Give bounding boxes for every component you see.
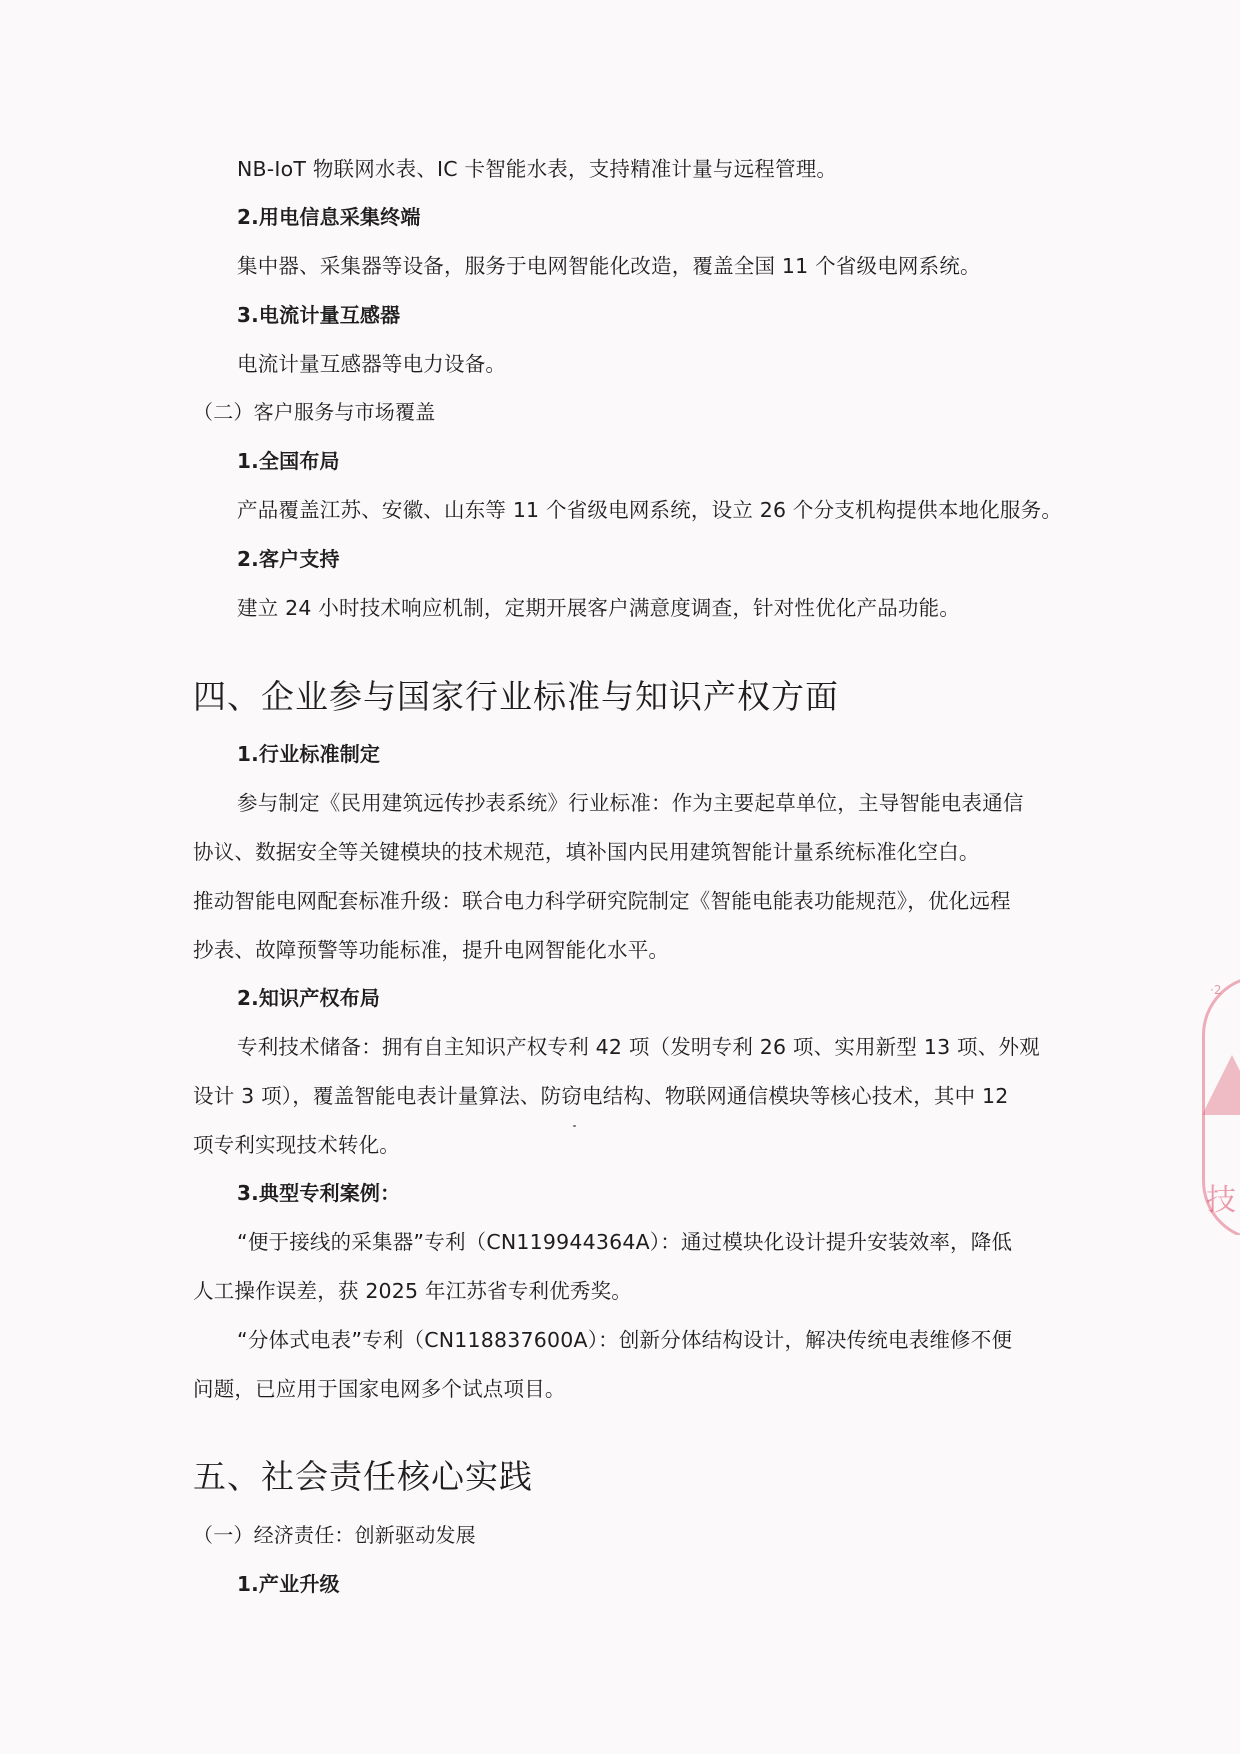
section-heading-standards-ip: 四、企业参与国家行业标准与知识产权方面 [193,677,839,716]
seal-small-text: ·2 [1210,983,1222,997]
standards-paragraph2-line1: 推动智能电网配套标准升级：联合电力科学研究院制定《智能电能表功能规范》，优化远程 [193,889,1011,913]
current-transformer-text: 电流计量互感器等电力设备。 [237,352,507,376]
subsection-title-customer-service: （二）客户服务与市场覆盖 [193,400,436,424]
standards-paragraph1-line1: 参与制定《民用建筑远传抄表系统》行业标准：作为主要起草单位，主导智能电表通信 [237,791,1024,815]
ip-paragraph-line2: 设计 3 项），覆盖智能电表计量算法、防窃电结构、物联网通信模块等核心技术，其中 12 [193,1084,1009,1108]
standards-paragraph2-line2: 抄表、故障预警等功能标准，提升电网智能化水平。 [193,938,670,962]
item-title-customer-support: 2.客户支持 [237,547,340,571]
customer-support-text: 建立 24 小时技术响应机制，定期开展客户满意度调查，针对性优化产品功能。 [237,596,961,620]
water-meter-line: NB-IoT 物联网水表、IC 卡智能水表，支持精准计量与远程管理。 [237,157,838,181]
item-title-national-layout: 1.全国布局 [237,449,340,473]
patent-case1-line1: “便于接线的采集器”专利（CN119944364A）：通过模块化设计提升安装效率，降低 [237,1230,1013,1254]
item-title-industry-standards: 1.行业标准制定 [237,742,381,766]
ip-paragraph-line3: 项专利实现技术转化。 [193,1133,400,1157]
item-title-current-transformer: 3.电流计量互感器 [237,303,401,327]
patent-case1-line2: 人工操作误差，获 2025 年江苏省专利优秀奖。 [193,1279,633,1303]
item-title-ip-layout: 2.知识产权布局 [237,986,381,1010]
collection-terminal-text: 集中器、采集器等设备，服务于电网智能化改造，覆盖全国 11 个省级电网系统。 [237,254,981,278]
standards-paragraph1-line2: 协议、数据安全等关键模块的技术规范，填补国内民用建筑智能计量系统标准化空白。 [193,840,980,864]
item-title-collection-terminal: 2.用电信息采集终端 [237,205,421,229]
official-seal-stamp [1200,975,1240,1235]
item-title-industry-upgrade: 1.产业升级 [237,1572,340,1596]
seal-star-icon [1202,1055,1240,1115]
ip-paragraph-line1: 专利技术储备：拥有自主知识产权专利 42 项（发明专利 26 项、实用新型 13 项、外观 [237,1035,1040,1059]
scan-speck [573,1125,576,1127]
section-heading-social-responsibility: 五、社会责任核心实践 [193,1457,533,1496]
patent-case2-line2: 问题，已应用于国家电网多个试点项目。 [193,1377,566,1401]
item-title-patent-cases: 3.典型专利案例： [237,1181,401,1205]
subsection-title-economic-responsibility: （一）经济责任：创新驱动发展 [193,1523,476,1547]
national-layout-text: 产品覆盖江苏、安徽、山东等 11 个省级电网系统，设立 26 个分支机构提供本地化服务。 [237,498,1063,522]
patent-case2-line1: “分体式电表”专利（CN118837600A）：创新分体结构设计，解决传统电表维修不便 [237,1328,1013,1352]
seal-glyph: 技 [1206,1183,1236,1218]
